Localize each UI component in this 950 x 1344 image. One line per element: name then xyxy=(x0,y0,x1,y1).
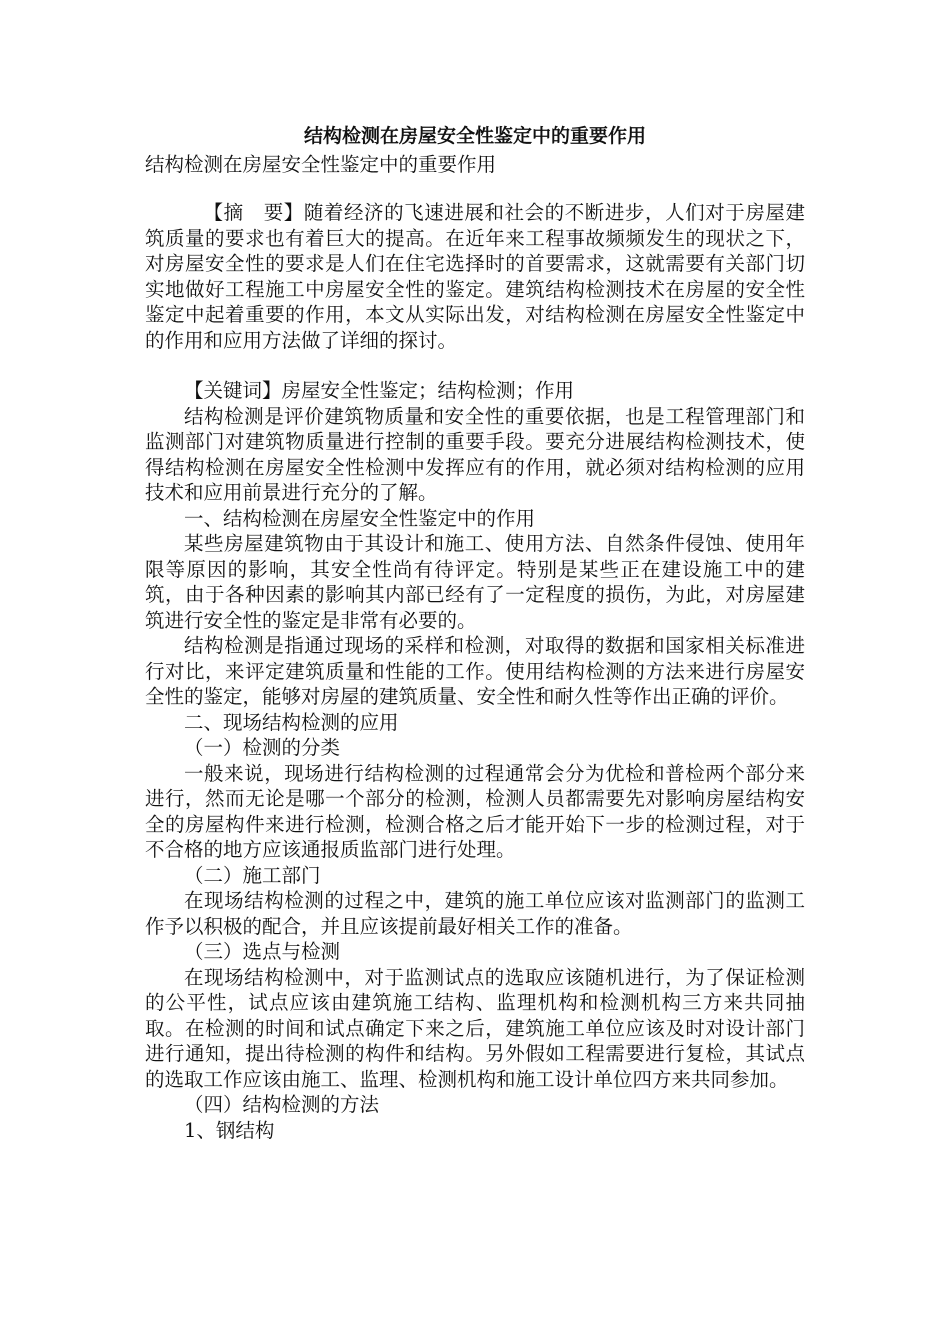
body-paragraph: 某些房屋建筑物由于其设计和施工、使用方法、自然条件侵蚀、使用年限等原因的影响，其安全性尚有待评定。特别是某些正在建设施工中的建筑，由于各种因素的影响其内部已经有了一定程度的损伤，为此，对房屋建筑进行安全性的鉴定是非常有必要的。 xyxy=(145,532,805,632)
document-subtitle: 结构检测在房屋安全性鉴定中的重要作用 xyxy=(145,153,497,176)
subsection-heading: （三）选点与检测 xyxy=(184,940,341,963)
body-paragraph: 结构检测是评价建筑物质量和安全性的重要依据，也是工程管理部门和监测部门对建筑物质量进行控制的重要手段。要充分进展结构检测技术，使得结构检测在房屋安全性检测中发挥应有的作用，就必须对结构检测的应用技术和应用前景进行充分的了解。 xyxy=(145,404,805,504)
document-title: 结构检测在房屋安全性鉴定中的重要作用 xyxy=(303,125,646,147)
section-heading: 二、现场结构检测的应用 xyxy=(184,710,399,734)
body-paragraph: 在现场结构检测的过程之中，建筑的施工单位应该对监测部门的监测工作予以积极的配合，并且应该提前最好相关工作的准备。 xyxy=(145,889,805,938)
document-page xyxy=(145,120,805,1143)
subsection-heading: （四）结构检测的方法 xyxy=(184,1093,380,1116)
body-paragraph: 一般来说，现场进行结构检测的过程通常会分为优检和普检两个部分来进行，然而无论是哪一个部分的检测，检测人员都需要先对影响房屋结构安全的房屋构件来进行检测，检测合格之后才能开始下一步的检测过程，对于不合格的地方应该通报质监部门进行处理。 xyxy=(145,761,805,861)
body-paragraph: 在现场结构检测中，对于监测试点的选取应该随机进行，为了保证检测的公平性，试点应该由建筑施工结构、监理机构和检测机构三方来共同抽取。在检测的时间和试点确定下来之后，建筑施工单位应该及时对设计部门进行通知，提出待检测的构件和结构。另外假如工程需要进行复检，其试点的选取工作应该由施工、监理、检测机构和施工设计单位四方来共同参加。 xyxy=(145,965,805,1091)
subsection-heading: （二）施工部门 xyxy=(184,863,321,887)
section-heading: 一、结构检测在房屋安全性鉴定中的作用 xyxy=(184,506,536,530)
body-paragraph: 结构检测是指通过现场的采样和检测，对取得的数据和国家相关标准进行对比，来评定建筑质量和性能的工作。使用结构检测的方法来进行房屋安全性的鉴定，能够对房屋的建筑质量、安全性和耐久性等作出正确的评价。 xyxy=(145,634,805,708)
list-item-heading: 1、钢结构 xyxy=(184,1118,275,1142)
abstract-paragraph: 【摘 要】随着经济的飞速进展和社会的不断进步，人们对于房屋建筑质量的要求也有着巨大的提高。在近年来工程事故频频发生的现状之下，对房屋安全性的要求是人们在住宅选择时的首要需求，这就需要有关部门切实地做好工程施工中房屋安全性的鉴定。建筑结构检测技术在房屋的安全性鉴定中起着重要的作用，本文从实际出发，对结构检测在房屋安全性鉴定中的作用和应用方法做了详细的探讨。 xyxy=(145,201,805,352)
spacer xyxy=(145,353,805,378)
keywords-line: 【关键词】房屋安全性鉴定；结构检测；作用 xyxy=(184,379,575,402)
subsection-heading: （一）检测的分类 xyxy=(184,736,341,759)
